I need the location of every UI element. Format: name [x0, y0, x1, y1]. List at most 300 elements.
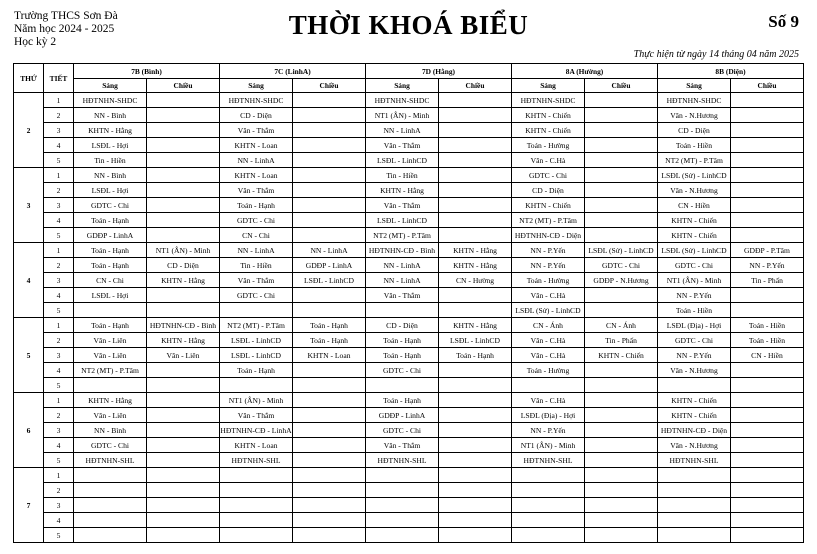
period-number: 2 [44, 183, 74, 198]
lesson-cell [731, 228, 804, 243]
table-row [14, 303, 804, 318]
table-row [14, 213, 804, 228]
lesson-cell [512, 513, 585, 528]
lesson-cell [293, 153, 366, 168]
lesson-cell [147, 228, 220, 243]
lesson-cell: Toán - Hạnh [293, 318, 366, 333]
lesson-cell [512, 498, 585, 513]
lesson-cell [731, 183, 804, 198]
lesson-cell [147, 438, 220, 453]
lesson-cell: HĐTNHN-SHL [512, 453, 585, 468]
lesson-cell: CD - Diện [658, 123, 731, 138]
lesson-cell: Văn - Thắm [220, 123, 293, 138]
lesson-cell: NT1 (ÂN) - Minh [220, 393, 293, 408]
lesson-cell [293, 303, 366, 318]
table-row [14, 288, 804, 303]
morning-header: Sáng [658, 79, 731, 93]
lesson-cell [731, 213, 804, 228]
table-row [14, 528, 804, 543]
lesson-cell [585, 408, 658, 423]
lesson-cell: Văn - Thắm [366, 438, 439, 453]
lesson-cell: HĐTNHN-CĐ - Bình [147, 318, 220, 333]
lesson-cell: KHTN - Loan [220, 438, 293, 453]
lesson-cell: NT1 (ÂN) - Minh [366, 108, 439, 123]
lesson-cell: Toán - Hạnh [74, 258, 147, 273]
period-number: 2 [44, 408, 74, 423]
lesson-cell [439, 483, 512, 498]
lesson-cell [147, 213, 220, 228]
period-column-header: TIẾT [44, 64, 74, 93]
lesson-cell: GDĐP - LinhA [293, 258, 366, 273]
lesson-cell: Văn - Thắm [220, 273, 293, 288]
lesson-cell: Văn - C.Hà [512, 288, 585, 303]
period-number: 2 [44, 333, 74, 348]
lesson-cell: Tin - Phấn [731, 273, 804, 288]
lesson-cell [585, 378, 658, 393]
lesson-cell: CN - Chi [220, 228, 293, 243]
lesson-cell: GDTC - Chi [512, 168, 585, 183]
lesson-cell [731, 498, 804, 513]
lesson-cell: HĐTNHN-SHL [220, 453, 293, 468]
table-row [14, 108, 804, 123]
lesson-cell: LSĐL (Sử) - LinhCD [585, 243, 658, 258]
lesson-cell [658, 378, 731, 393]
lesson-cell: KHTN - Hằng [439, 258, 512, 273]
lesson-cell: CN - Ánh [512, 318, 585, 333]
table-row [14, 273, 804, 288]
lesson-cell: GDĐP - N.Hương [585, 273, 658, 288]
lesson-cell: GDTC - Chi [658, 333, 731, 348]
lesson-cell: HĐTNHN-SHL [366, 453, 439, 468]
lesson-cell [585, 528, 658, 543]
lesson-cell: LSĐL (Địa) - Hợi [658, 318, 731, 333]
lesson-cell: Toán - Hường [512, 363, 585, 378]
lesson-cell: Văn - C.Hà [512, 393, 585, 408]
period-number: 1 [44, 243, 74, 258]
lesson-cell [585, 183, 658, 198]
lesson-cell [220, 513, 293, 528]
table-row [14, 483, 804, 498]
period-number: 3 [44, 348, 74, 363]
lesson-cell [585, 153, 658, 168]
lesson-cell [439, 438, 512, 453]
lesson-cell [147, 153, 220, 168]
lesson-cell [731, 198, 804, 213]
lesson-cell: CD - Diện [512, 183, 585, 198]
lesson-cell: KHTN - Loan [293, 348, 366, 363]
lesson-cell: KHTN - Chiến [585, 348, 658, 363]
period-number: 1 [44, 168, 74, 183]
table-row [14, 138, 804, 153]
lesson-cell [439, 363, 512, 378]
lesson-cell [585, 468, 658, 483]
lesson-cell: NN - Bình [74, 423, 147, 438]
lesson-cell [366, 468, 439, 483]
lesson-cell [293, 438, 366, 453]
lesson-cell: KHTN - Chiến [658, 213, 731, 228]
lesson-cell: Tin - Hiền [220, 258, 293, 273]
lesson-cell: GDTC - Chi [220, 213, 293, 228]
lesson-cell: LSĐL - Hợi [74, 288, 147, 303]
lesson-cell: HĐTNHN-CĐ - Diện [512, 228, 585, 243]
lesson-cell: NT2 (MT) - P.Tâm [74, 363, 147, 378]
lesson-cell [731, 393, 804, 408]
lesson-cell [293, 468, 366, 483]
lesson-cell: HĐTNHN-SHDC [512, 93, 585, 108]
lesson-cell [147, 513, 220, 528]
lesson-cell [439, 303, 512, 318]
lesson-cell [293, 213, 366, 228]
lesson-cell: CN - Ánh [585, 318, 658, 333]
lesson-cell: LSĐL - LinhCD [366, 213, 439, 228]
lesson-cell: NN - Bình [74, 168, 147, 183]
lesson-cell: KHTN - Chiến [658, 393, 731, 408]
lesson-cell [585, 423, 658, 438]
day-label: 5 [14, 318, 44, 393]
lesson-cell: Toán - Hiền [658, 303, 731, 318]
lesson-cell [439, 393, 512, 408]
lesson-cell: LSĐL (Sử) - LinhCD [512, 303, 585, 318]
table-row [14, 93, 804, 108]
lesson-cell: Tin - Hiền [366, 168, 439, 183]
period-number: 2 [44, 258, 74, 273]
lesson-cell [147, 483, 220, 498]
lesson-cell [658, 498, 731, 513]
lesson-cell: KHTN - Loan [220, 138, 293, 153]
lesson-cell [731, 363, 804, 378]
lesson-cell: KHTN - Hằng [439, 243, 512, 258]
lesson-cell [731, 168, 804, 183]
lesson-cell: KHTN - Hằng [74, 393, 147, 408]
class-header: 8B (Diện) [658, 64, 804, 79]
lesson-cell [439, 183, 512, 198]
lesson-cell [585, 438, 658, 453]
lesson-cell: Văn - Thắm [220, 183, 293, 198]
lesson-cell [658, 528, 731, 543]
lesson-cell: Tin - Hiền [74, 153, 147, 168]
period-number: 1 [44, 468, 74, 483]
lesson-cell [366, 498, 439, 513]
lesson-cell: LSĐL - LinhCD [220, 348, 293, 363]
lesson-cell: GDĐP - P.Tâm [731, 243, 804, 258]
lesson-cell [293, 198, 366, 213]
lesson-cell: GDĐP - LinhA [366, 408, 439, 423]
morning-header: Sáng [366, 79, 439, 93]
lesson-cell: LSĐL - LinhCD [220, 333, 293, 348]
lesson-cell [147, 468, 220, 483]
lesson-cell: Văn - Liên [74, 408, 147, 423]
lesson-cell: NN - LinhA [366, 123, 439, 138]
period-number: 1 [44, 318, 74, 333]
lesson-cell [439, 423, 512, 438]
lesson-cell: LSĐL (Địa) - Hợi [512, 408, 585, 423]
lesson-cell [585, 228, 658, 243]
lesson-cell [439, 408, 512, 423]
lesson-cell: NN - LinhA [220, 243, 293, 258]
schedule-number: Số 9 [768, 12, 799, 31]
period-number: 4 [44, 213, 74, 228]
lesson-cell: GDĐP - LinhA [74, 228, 147, 243]
lesson-cell: NN - P.Yến [512, 258, 585, 273]
lesson-cell [439, 213, 512, 228]
lesson-cell [585, 288, 658, 303]
lesson-cell [366, 378, 439, 393]
lesson-cell: CD - Diện [366, 318, 439, 333]
lesson-cell [658, 513, 731, 528]
period-number: 5 [44, 528, 74, 543]
lesson-cell [147, 498, 220, 513]
lesson-cell [731, 528, 804, 543]
lesson-cell: GDTC - Chi [658, 258, 731, 273]
lesson-cell: CD - Diện [220, 108, 293, 123]
lesson-cell [74, 528, 147, 543]
lesson-cell [512, 528, 585, 543]
lesson-cell [147, 108, 220, 123]
lesson-cell [293, 393, 366, 408]
lesson-cell [731, 438, 804, 453]
lesson-cell [439, 513, 512, 528]
lesson-cell: Toán - Hạnh [293, 333, 366, 348]
lesson-cell [293, 423, 366, 438]
lesson-cell: KHTN - Chiến [658, 228, 731, 243]
period-number: 4 [44, 363, 74, 378]
lesson-cell [585, 498, 658, 513]
table-row [14, 378, 804, 393]
table-row [14, 393, 804, 408]
lesson-cell: KHTN - Hằng [366, 183, 439, 198]
period-number: 3 [44, 198, 74, 213]
period-number: 5 [44, 153, 74, 168]
lesson-cell: Toán - Hạnh [74, 243, 147, 258]
lesson-cell: Văn - C.Hà [512, 333, 585, 348]
lesson-cell: KHTN - Hằng [147, 273, 220, 288]
lesson-cell [147, 453, 220, 468]
table-row [14, 243, 804, 258]
morning-header: Sáng [220, 79, 293, 93]
class-header: 7C (LinhA) [220, 64, 366, 79]
lesson-cell: Văn - Liên [74, 348, 147, 363]
lesson-cell: NT2 (MT) - P.Tâm [512, 213, 585, 228]
lesson-cell: NT2 (MT) - P.Tâm [220, 318, 293, 333]
lesson-cell: Văn - Thắm [366, 198, 439, 213]
lesson-cell: NN - LinhA [366, 273, 439, 288]
lesson-cell: Toán - Hạnh [220, 198, 293, 213]
lesson-cell [731, 453, 804, 468]
afternoon-header: Chiều [585, 79, 658, 93]
period-number: 4 [44, 138, 74, 153]
lesson-cell [293, 498, 366, 513]
lesson-cell [293, 513, 366, 528]
lesson-cell [293, 288, 366, 303]
lesson-cell [293, 108, 366, 123]
period-number: 3 [44, 423, 74, 438]
lesson-cell [585, 108, 658, 123]
table-row [14, 468, 804, 483]
school-name: Trường THCS Sơn Đà [14, 10, 118, 22]
lesson-cell [585, 123, 658, 138]
lesson-cell: NN - Bình [74, 108, 147, 123]
lesson-cell [731, 408, 804, 423]
lesson-cell [74, 378, 147, 393]
lesson-cell: Văn - Liên [147, 348, 220, 363]
period-number: 1 [44, 393, 74, 408]
lesson-cell [293, 138, 366, 153]
lesson-cell [512, 483, 585, 498]
lesson-cell: NN - LinhA [366, 258, 439, 273]
lesson-cell [439, 108, 512, 123]
lesson-cell: KHTN - Chiến [512, 198, 585, 213]
class-header: 7D (Hằng) [366, 64, 512, 79]
lesson-cell: NT2 (MT) - P.Tâm [658, 153, 731, 168]
lesson-cell [366, 483, 439, 498]
lesson-cell: GDTC - Chi [585, 258, 658, 273]
lesson-cell [74, 303, 147, 318]
lesson-cell [293, 228, 366, 243]
lesson-cell [220, 303, 293, 318]
lesson-cell [439, 168, 512, 183]
lesson-cell: Toán - Hường [512, 138, 585, 153]
lesson-cell: HĐTNHN-SHDC [220, 93, 293, 108]
lesson-cell: Toán - Hạnh [74, 213, 147, 228]
morning-header: Sáng [512, 79, 585, 93]
lesson-cell: NN - P.Yến [658, 348, 731, 363]
lesson-cell: GDTC - Chi [74, 198, 147, 213]
table-row [14, 318, 804, 333]
lesson-cell [366, 303, 439, 318]
lesson-cell [439, 153, 512, 168]
lesson-cell [293, 528, 366, 543]
table-row [14, 408, 804, 423]
lesson-cell: Văn - N.Hương [658, 438, 731, 453]
lesson-cell: Văn - N.Hương [658, 183, 731, 198]
lesson-cell: HĐTNHN-CĐ - LinhA [220, 423, 293, 438]
table-row [14, 438, 804, 453]
lesson-cell: Văn - Liên [74, 333, 147, 348]
lesson-cell [439, 198, 512, 213]
lesson-cell [585, 198, 658, 213]
table-row [14, 513, 804, 528]
lesson-cell: GDTC - Chi [366, 363, 439, 378]
class-header: 7B (Bình) [74, 64, 220, 79]
lesson-cell [731, 423, 804, 438]
lesson-cell [585, 513, 658, 528]
day-column-header: THỨ [14, 64, 44, 93]
lesson-cell: HĐTNHN-SHDC [658, 93, 731, 108]
lesson-cell [731, 513, 804, 528]
lesson-cell: Toán - Hiền [658, 138, 731, 153]
lesson-cell [439, 228, 512, 243]
lesson-cell: HĐTNHN-CĐ - Diện [658, 423, 731, 438]
period-number: 4 [44, 288, 74, 303]
lesson-cell [220, 483, 293, 498]
period-number: 3 [44, 498, 74, 513]
lesson-cell [293, 483, 366, 498]
lesson-cell: NN - P.Yến [658, 288, 731, 303]
lesson-cell [74, 513, 147, 528]
lesson-cell [147, 288, 220, 303]
lesson-cell: Toán - Hiền [731, 333, 804, 348]
lesson-cell [512, 378, 585, 393]
lesson-cell: CN - Hiền [731, 348, 804, 363]
day-label: 4 [14, 243, 44, 318]
lesson-cell: CN - Hiền [658, 198, 731, 213]
lesson-cell [147, 378, 220, 393]
lesson-cell: Văn - C.Hà [512, 348, 585, 363]
lesson-cell [439, 288, 512, 303]
afternoon-header: Chiều [439, 79, 512, 93]
lesson-cell [439, 378, 512, 393]
lesson-cell [585, 363, 658, 378]
afternoon-header: Chiều [293, 79, 366, 93]
table-row [14, 153, 804, 168]
table-row [14, 183, 804, 198]
lesson-cell: NT1 (ÂN) - Minh [658, 273, 731, 288]
lesson-cell: KHTN - Chiến [658, 408, 731, 423]
lesson-cell [731, 138, 804, 153]
lesson-cell: Văn - N.Hương [658, 363, 731, 378]
lesson-cell [439, 453, 512, 468]
period-number: 4 [44, 513, 74, 528]
afternoon-header: Chiều [147, 79, 220, 93]
lesson-cell: HĐTNHN-SHDC [366, 93, 439, 108]
lesson-cell [512, 468, 585, 483]
lesson-cell [147, 93, 220, 108]
lesson-cell: HĐTNHN-SHDC [74, 93, 147, 108]
lesson-cell: NN - P.Yến [512, 243, 585, 258]
lesson-cell [293, 183, 366, 198]
day-label: 2 [14, 93, 44, 168]
lesson-cell [731, 303, 804, 318]
lesson-cell: LSĐL (Sử) - LinhCD [658, 243, 731, 258]
lesson-cell: Toán - Hạnh [366, 333, 439, 348]
lesson-cell: Tin - Phấn [585, 333, 658, 348]
lesson-cell [585, 93, 658, 108]
lesson-cell [366, 513, 439, 528]
lesson-cell: CN - Chi [74, 273, 147, 288]
table-row [14, 348, 804, 363]
afternoon-header: Chiều [731, 79, 804, 93]
lesson-cell: Toán - Hạnh [366, 393, 439, 408]
table-row [14, 333, 804, 348]
table-row [14, 453, 804, 468]
lesson-cell [366, 528, 439, 543]
period-number: 4 [44, 438, 74, 453]
table-row [14, 423, 804, 438]
lesson-cell: GDTC - Chi [366, 423, 439, 438]
lesson-cell [147, 363, 220, 378]
period-number: 5 [44, 228, 74, 243]
lesson-cell: KHTN - Hằng [439, 318, 512, 333]
lesson-cell: KHTN - Hằng [74, 123, 147, 138]
lesson-cell [439, 93, 512, 108]
lesson-cell [293, 453, 366, 468]
lesson-cell [147, 393, 220, 408]
lesson-cell [147, 423, 220, 438]
lesson-cell: Văn - C.Hà [512, 153, 585, 168]
lesson-cell [439, 123, 512, 138]
lesson-cell [147, 198, 220, 213]
lesson-cell [147, 183, 220, 198]
lesson-cell [293, 93, 366, 108]
lesson-cell [731, 288, 804, 303]
period-number: 2 [44, 108, 74, 123]
lesson-cell: HĐTNHN-SHL [74, 453, 147, 468]
lesson-cell: HĐTNHN-SHL [658, 453, 731, 468]
lesson-cell [74, 483, 147, 498]
class-header: 8A (Hường) [512, 64, 658, 79]
lesson-cell: Toán - Hạnh [366, 348, 439, 363]
lesson-cell [731, 93, 804, 108]
